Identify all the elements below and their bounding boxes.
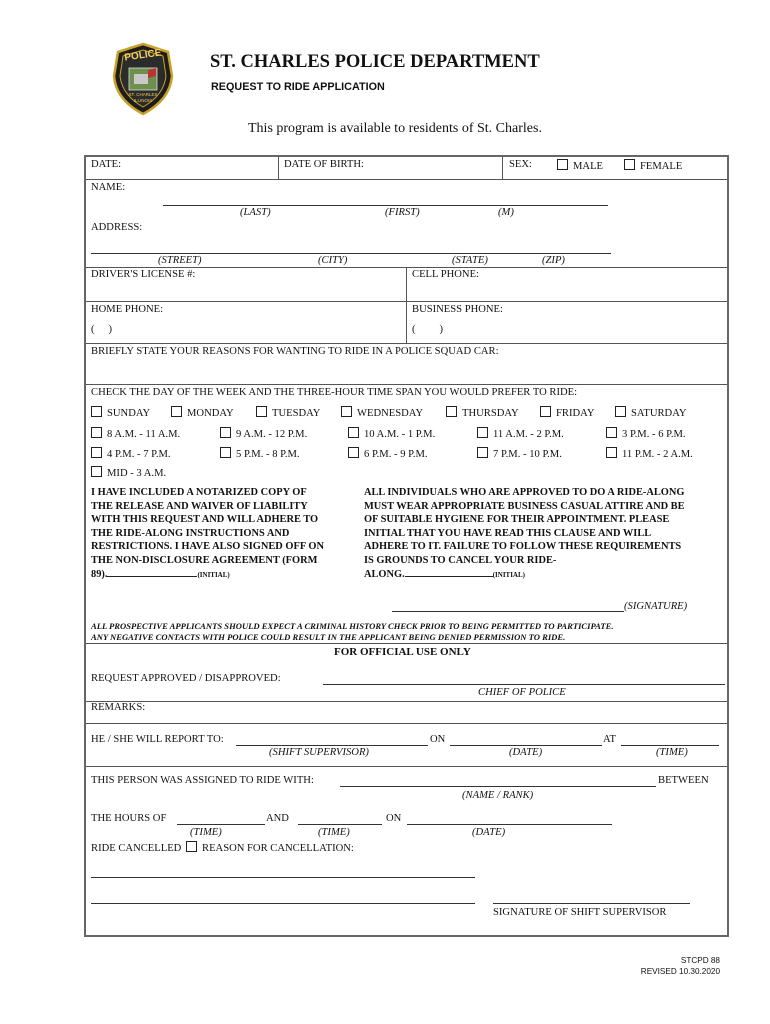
attire-line: INITIAL THAT YOU HAVE READ THIS CLAUSE AND WILL: [364, 527, 652, 539]
cancel-reason-label: REASON FOR CANCELLATION:: [202, 843, 354, 854]
time-checkbox[interactable]: [477, 427, 488, 438]
female-option[interactable]: [624, 159, 682, 172]
badge-state: ILLINOIS: [133, 98, 153, 103]
time-label: 7 P.M. - 10 P.M.: [493, 449, 562, 460]
official-use-heading: FOR OFFICIAL USE ONLY: [334, 646, 471, 658]
tuesday-checkbox[interactable]: [256, 406, 267, 417]
day-saturday[interactable]: [615, 406, 687, 419]
name-first: (FIRST): [385, 207, 420, 218]
notice-line-1: ALL PROSPECTIVE APPLICANTS SHOULD EXPECT A CRIMINAL HISTORY CHECK PRIOR TO BEING PERMITTED TO PARTICIPATE.: [91, 621, 614, 631]
time-checkbox[interactable]: [91, 447, 102, 458]
attire-line: ADHERE TO IT. FAILURE TO FOLLOW THESE REQUIREMENTS: [364, 541, 682, 552]
time-8am-11am[interactable]: [91, 427, 180, 440]
hours-end-caption: (TIME): [318, 827, 350, 838]
time-label: 6 P.M. - 9 P.M.: [364, 449, 428, 460]
attire-initial-field[interactable]: [405, 567, 493, 577]
shift-supervisor-field[interactable]: [236, 745, 428, 746]
waiver-line: THE RIDE-ALONG INSTRUCTIONS AND: [91, 527, 290, 539]
time-checkbox[interactable]: [220, 427, 231, 438]
time-label: 4 P.M. - 7 P.M.: [107, 449, 171, 460]
waiver-line: 89).: [91, 569, 108, 580]
business-paren-open: (: [412, 324, 416, 335]
assigned-officer-field[interactable]: [340, 786, 656, 787]
day-wednesday[interactable]: [341, 406, 423, 419]
day-label: MONDAY: [187, 408, 234, 419]
waiver-initial-label: (INITIAL): [197, 571, 230, 579]
hours-start-caption: (TIME): [190, 827, 222, 838]
hours-date-field[interactable]: [407, 824, 612, 825]
female-label: FEMALE: [640, 161, 683, 172]
badge-text: POLICE: [123, 47, 163, 64]
business-phone-label: BUSINESS PHONE:: [412, 304, 503, 315]
police-badge-logo: [112, 42, 174, 116]
time-7pm-10pm[interactable]: [477, 447, 562, 460]
badge-city: ST. CHARLES: [128, 92, 158, 97]
hours-label: THE HOURS OF: [91, 813, 167, 824]
sex-label: SEX:: [509, 159, 532, 170]
address-street: (STREET): [158, 255, 202, 266]
signature-label: (SIGNATURE): [624, 601, 688, 612]
report-on-label: ON: [430, 734, 446, 745]
business-phone-field[interactable]: [412, 324, 443, 335]
waiver-line: THE RELEASE AND WAIVER OF LIABILITY: [91, 500, 308, 512]
address-label: ADDRESS:: [91, 222, 143, 233]
notice-line-2: ANY NEGATIVE CONTACTS WITH POLICE COULD RESULT IN THE APPLICANT BEING DENIED PERMISSION TO RIDE.: [91, 632, 566, 642]
reasons-label: BRIEFLY STATE YOUR REASONS FOR WANTING TO RIDE IN A POLICE SQUAD CAR:: [91, 346, 499, 357]
time-checkbox[interactable]: [91, 427, 102, 438]
time-4pm-7pm[interactable]: [91, 447, 171, 460]
license-label: DRIVER'S LICENSE #:: [91, 269, 196, 280]
time-3pm-6pm[interactable]: [606, 427, 686, 440]
reasons-field[interactable]: [91, 360, 721, 382]
time-10am-1pm[interactable]: [348, 427, 435, 440]
shift-supervisor-signature-label: SIGNATURE OF SHIFT SUPERVISOR: [493, 907, 667, 918]
date-field[interactable]: [130, 158, 275, 177]
home-phone-field[interactable]: [91, 324, 112, 335]
report-date-field[interactable]: [450, 745, 602, 746]
form-number: STCPD 88: [680, 956, 720, 965]
chief-signature-field[interactable]: [323, 684, 725, 685]
ride-cancelled-label: RIDE CANCELLED: [91, 843, 182, 854]
day-label: FRIDAY: [556, 408, 595, 419]
attire-initial-label: (INITIAL): [492, 571, 525, 579]
time-label: 5 P.M. - 8 P.M.: [236, 449, 300, 460]
chief-of-police-label: CHIEF OF POLICE: [478, 687, 566, 698]
male-option[interactable]: [557, 159, 603, 172]
address-field[interactable]: [91, 253, 611, 254]
page-subtitle: REQUEST TO RIDE APPLICATION: [211, 81, 385, 93]
cell-phone-label: CELL PHONE:: [412, 269, 479, 280]
ride-cancelled-checkbox[interactable]: [186, 841, 197, 852]
address-city: (CITY): [318, 255, 348, 266]
cancel-reason-line-2[interactable]: [91, 903, 475, 904]
address-state: (STATE): [452, 255, 488, 266]
attire-line: MUST WEAR APPROPRIATE BUSINESS CASUAL ATTIRE AND BE: [364, 500, 685, 512]
report-at-label: AT: [603, 734, 616, 745]
time-label: 9 A.M. - 12 P.M.: [236, 429, 308, 440]
cancel-reason-line-1[interactable]: [91, 877, 475, 878]
day-tuesday[interactable]: [256, 406, 320, 419]
female-checkbox[interactable]: [624, 159, 635, 170]
applicant-signature-field[interactable]: [392, 611, 624, 612]
shift-supervisor-signature-field[interactable]: [493, 903, 690, 904]
home-paren-open: (: [91, 324, 95, 335]
time-11am-2pm[interactable]: [477, 427, 564, 440]
revised-date: REVISED 10.30.2020: [640, 967, 720, 976]
hours-on-label: ON: [386, 813, 402, 824]
remarks-label: REMARKS:: [91, 702, 146, 713]
page-title: ST. CHARLES POLICE DEPARTMENT: [210, 52, 540, 72]
day-label: THURSDAY: [462, 408, 519, 419]
time-label: 3 P.M. - 6 P.M.: [622, 429, 686, 440]
time-label: 10 A.M. - 1 P.M.: [364, 429, 436, 440]
attire-line: ALONG.: [364, 569, 405, 580]
male-checkbox[interactable]: [557, 159, 568, 170]
time-11pm-2am[interactable]: [606, 447, 693, 460]
attire-line: OF SUITABLE HYGIENE FOR THEIR APPOINTMENT. PLEASE: [364, 514, 670, 525]
waiver-paragraph: [91, 486, 356, 583]
male-label: MALE: [573, 161, 604, 172]
license-field[interactable]: [91, 282, 401, 299]
waiver-line: I HAVE INCLUDED A NOTARIZED COPY OF: [91, 487, 307, 498]
attire-line: IS GROUNDS TO CANCEL YOUR RIDE-: [364, 554, 557, 566]
report-date-caption: (DATE): [509, 747, 543, 758]
time-checkbox[interactable]: [606, 447, 617, 458]
hours-date-caption: (DATE): [472, 827, 506, 838]
time-9am-12pm[interactable]: [220, 427, 307, 440]
hours-and-label: AND: [266, 813, 289, 824]
waiver-initial-field[interactable]: [107, 567, 197, 577]
dob-label: DATE OF BIRTH:: [284, 159, 364, 170]
schedule-label: CHECK THE DAY OF THE WEEK AND THE THREE-HOUR TIME SPAN YOU WOULD PREFER TO RIDE:: [91, 387, 578, 398]
waiver-line: RESTRICTIONS. I HAVE ALSO SIGNED OFF ON: [91, 541, 324, 552]
name-field[interactable]: [163, 205, 608, 206]
time-label: 8 A.M. - 11 A.M.: [107, 429, 181, 440]
saturday-checkbox[interactable]: [615, 406, 626, 417]
day-sunday[interactable]: [91, 406, 150, 419]
day-label: WEDNESDAY: [357, 408, 424, 419]
home-phone-label: HOME PHONE:: [91, 304, 164, 315]
day-label: SUNDAY: [107, 408, 151, 419]
time-checkbox[interactable]: [348, 447, 359, 458]
time-checkbox[interactable]: [220, 447, 231, 458]
time-6pm-9pm[interactable]: [348, 447, 428, 460]
address-zip: (ZIP): [542, 255, 565, 266]
assigned-label: THIS PERSON WAS ASSIGNED TO RIDE WITH:: [91, 775, 314, 786]
time-checkbox[interactable]: [606, 427, 617, 438]
day-friday[interactable]: [540, 406, 594, 419]
time-checkbox[interactable]: [91, 466, 102, 477]
hours-end-field[interactable]: [298, 824, 382, 825]
report-label: HE / SHE WILL REPORT TO:: [91, 734, 224, 745]
shift-supervisor-caption: (SHIFT SUPERVISOR): [269, 747, 369, 758]
time-checkbox[interactable]: [348, 427, 359, 438]
name-rank-caption: (NAME / RANK): [462, 790, 534, 801]
waiver-line: THE NON-DISCLOSURE AGREEMENT (FORM: [91, 554, 318, 566]
attire-line: ALL INDIVIDUALS WHO ARE APPROVED TO DO A RIDE-ALONG: [364, 487, 685, 498]
business-paren-close: ): [439, 324, 444, 335]
time-label: MID - 3 A.M.: [107, 468, 167, 479]
hours-start-field[interactable]: [177, 824, 265, 825]
between-label: BETWEEN: [658, 775, 709, 786]
day-thursday[interactable]: [446, 406, 519, 419]
waiver-line: WITH THIS REQUEST AND WILL ADHERE TO: [91, 514, 319, 525]
name-middle: (M): [498, 207, 514, 218]
wednesday-checkbox[interactable]: [341, 406, 352, 417]
day-label: SATURDAY: [631, 408, 687, 419]
time-checkbox[interactable]: [477, 447, 488, 458]
name-last: (LAST): [240, 207, 271, 218]
name-label: NAME:: [91, 182, 126, 193]
dob-field[interactable]: [375, 158, 499, 177]
report-time-caption: (TIME): [656, 747, 688, 758]
cell-phone-field[interactable]: [412, 282, 722, 299]
time-label: 11 A.M. - 2 P.M.: [493, 429, 564, 440]
approved-label: REQUEST APPROVED / DISAPPROVED:: [91, 673, 281, 684]
monday-checkbox[interactable]: [171, 406, 182, 417]
thursday-checkbox[interactable]: [446, 406, 457, 417]
time-label: 11 P.M. - 2 A.M.: [622, 449, 693, 460]
day-label: TUESDAY: [272, 408, 321, 419]
time-mid-3am[interactable]: [91, 466, 166, 479]
report-time-field[interactable]: [621, 745, 719, 746]
attire-paragraph: [364, 486, 724, 583]
date-label: DATE:: [91, 159, 122, 170]
day-monday[interactable]: [171, 406, 234, 419]
intro-text: This program is available to residents of St. Charles.: [248, 121, 542, 136]
ride-cancelled-option[interactable]: [91, 841, 354, 854]
home-paren-close: ): [108, 324, 113, 335]
friday-checkbox[interactable]: [540, 406, 551, 417]
time-5pm-8pm[interactable]: [220, 447, 300, 460]
sunday-checkbox[interactable]: [91, 406, 102, 417]
remarks-field[interactable]: [150, 703, 720, 721]
